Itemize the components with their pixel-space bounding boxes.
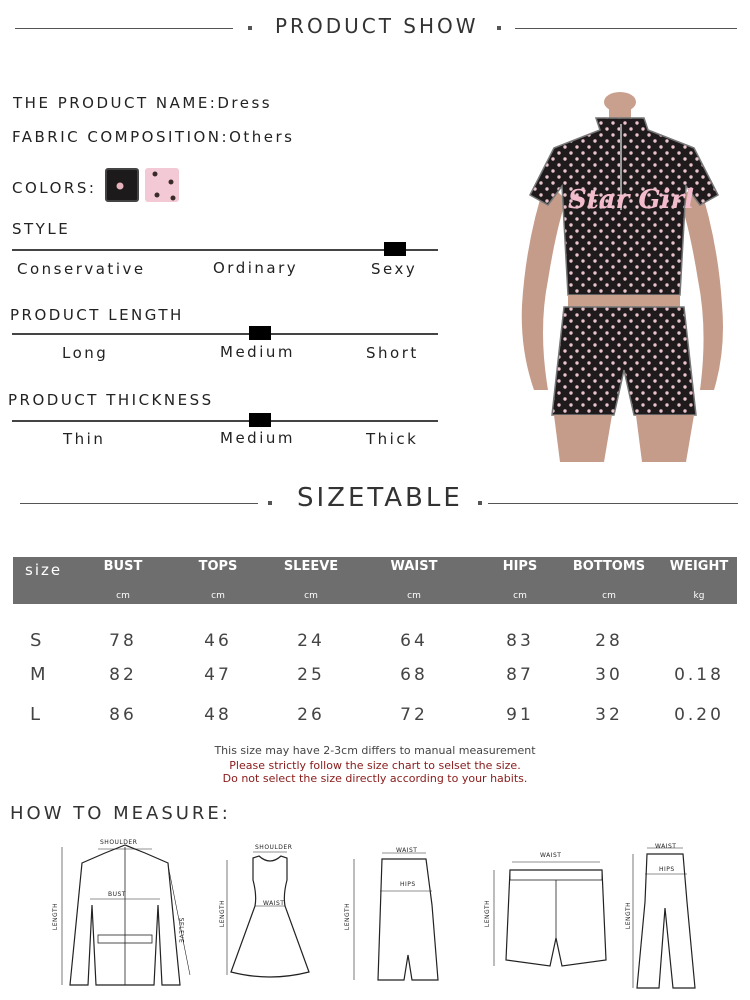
hips-label: HIPS — [659, 866, 675, 873]
table-cell: 91 — [506, 705, 534, 725]
length-option-medium: Medium — [220, 343, 295, 361]
bust-label: BUST — [108, 891, 126, 898]
top-print-text: Star Girl — [568, 185, 695, 215]
fabric-value: Others — [229, 128, 295, 146]
shorts-drawing — [480, 848, 610, 978]
divider-dot — [478, 501, 482, 505]
table-cell: 68 — [400, 665, 428, 685]
style-option-sexy: Sexy — [371, 260, 418, 278]
thickness-scale-marker — [249, 413, 271, 427]
sizetable-title: SIZETABLE — [297, 483, 463, 513]
sleeve-label: SELEVE — [177, 917, 185, 944]
table-cell: 64 — [400, 631, 428, 651]
polka-dot-pattern — [107, 170, 137, 200]
divider-left — [20, 503, 258, 504]
shorts-measure-diagram — [480, 848, 610, 978]
length-label: LENGTH — [625, 901, 633, 930]
table-cell: 78 — [109, 631, 137, 651]
column-header-hips: HIPS — [502, 559, 538, 574]
style-scale-line — [12, 249, 438, 251]
table-cell: 72 — [400, 705, 428, 725]
table-cell: 30 — [595, 665, 623, 685]
product-name-label: THE PRODUCT NAME: — [13, 94, 218, 112]
length-label: LENGTH — [219, 899, 227, 928]
column-unit: cm — [304, 591, 318, 601]
table-cell: 24 — [297, 631, 325, 651]
table-cell: 0.20 — [674, 705, 724, 725]
column-header-waist: WAIST — [390, 559, 438, 574]
table-cell: 32 — [595, 705, 623, 725]
waist-label: WAIST — [540, 852, 562, 859]
jacket-measure-diagram — [50, 835, 200, 995]
color-swatch-pink[interactable] — [145, 168, 179, 202]
length-label: LENGTH — [344, 902, 352, 931]
column-unit: cm — [211, 591, 225, 601]
divider-dot — [248, 26, 252, 30]
thickness-option-thin: Thin — [63, 430, 106, 448]
table-cell: 28 — [595, 631, 623, 651]
column-header-sleeve: SLEEVE — [283, 559, 339, 574]
divider-right — [488, 503, 738, 504]
length-scale-marker — [249, 326, 271, 340]
size-warning: Please strictly follow the size chart to selset the size. — [229, 759, 521, 772]
length-label: LENGTH — [52, 902, 60, 931]
length-label: PRODUCT LENGTH — [10, 306, 184, 324]
table-cell: 0.18 — [674, 665, 724, 685]
size-column-header: size — [25, 561, 63, 579]
product-name — [13, 94, 272, 112]
pants-measure-diagram — [625, 842, 705, 994]
style-label: STYLE — [12, 220, 71, 238]
dress-measure-diagram — [215, 840, 315, 990]
table-cell: 48 — [204, 705, 232, 725]
column-header-weight: WEIGHT — [669, 559, 729, 574]
size-row-label: S — [30, 630, 42, 651]
style-option-ordinary: Ordinary — [213, 259, 299, 277]
color-swatch-black[interactable] — [105, 168, 139, 202]
length-label: LENGTH — [484, 899, 492, 928]
shoulder-label: SHOULDER — [255, 844, 293, 851]
thickness-label: PRODUCT THICKNESS — [8, 391, 214, 409]
length-option-long: Long — [62, 344, 109, 362]
waist-label: WAIST — [655, 843, 677, 850]
table-cell: 87 — [506, 665, 534, 685]
jacket-drawing — [50, 835, 200, 995]
table-cell: 26 — [297, 705, 325, 725]
column-header-bust: BUST — [103, 559, 143, 574]
hips-label: HIPS — [400, 881, 416, 888]
waist-label: WAIST — [263, 900, 285, 907]
how-to-measure-title: HOW TO MEASURE: — [10, 803, 231, 824]
thickness-option-medium: Medium — [220, 429, 295, 447]
waist-label: WAIST — [396, 847, 418, 854]
column-header-bottoms: BOTTOMS — [572, 559, 646, 574]
divider-left — [15, 28, 233, 29]
column-unit: cm — [407, 591, 421, 601]
style-scale-marker — [384, 242, 406, 256]
table-cell: 25 — [297, 665, 325, 685]
shorts — [552, 307, 696, 415]
divider-dot — [268, 501, 272, 505]
style-option-conservative: Conservative — [17, 260, 146, 278]
polka-dot-pattern — [145, 168, 179, 202]
product-name-value: Dress — [217, 94, 273, 112]
table-cell: 82 — [109, 665, 137, 685]
colors-label: COLORS: — [12, 179, 97, 197]
column-unit: cm — [513, 591, 527, 601]
table-cell: 83 — [506, 631, 534, 651]
skirt-measure-diagram — [340, 845, 440, 990]
shoulder-label: SHOULDER — [100, 839, 138, 846]
thickness-option-thick: Thick — [366, 430, 419, 448]
fabric-composition — [12, 128, 294, 146]
column-header-tops: TOPS — [198, 559, 238, 574]
product-show-title: PRODUCT SHOW — [275, 14, 479, 38]
size-row-label: M — [30, 664, 46, 685]
column-unit: cm — [602, 591, 616, 601]
size-note: This size may have 2-3cm differs to manual measurement — [214, 744, 536, 757]
pants-drawing — [625, 842, 705, 994]
dress-drawing — [215, 840, 315, 990]
divider-dot — [497, 26, 501, 30]
length-scale-line — [12, 333, 438, 335]
table-cell: 47 — [204, 665, 232, 685]
column-unit: kg — [693, 591, 705, 601]
fabric-label: FABRIC COMPOSITION: — [12, 128, 230, 146]
skirt-drawing — [340, 845, 440, 990]
size-warning: Do not select the size directly according to your habits. — [222, 772, 528, 785]
product-photo — [508, 90, 740, 470]
column-unit: cm — [116, 591, 130, 601]
thickness-scale-line — [12, 420, 438, 422]
size-row-label: L — [30, 704, 41, 725]
divider-right — [515, 28, 737, 29]
length-option-short: Short — [366, 344, 419, 362]
table-cell: 86 — [109, 705, 137, 725]
table-cell: 46 — [204, 631, 232, 651]
